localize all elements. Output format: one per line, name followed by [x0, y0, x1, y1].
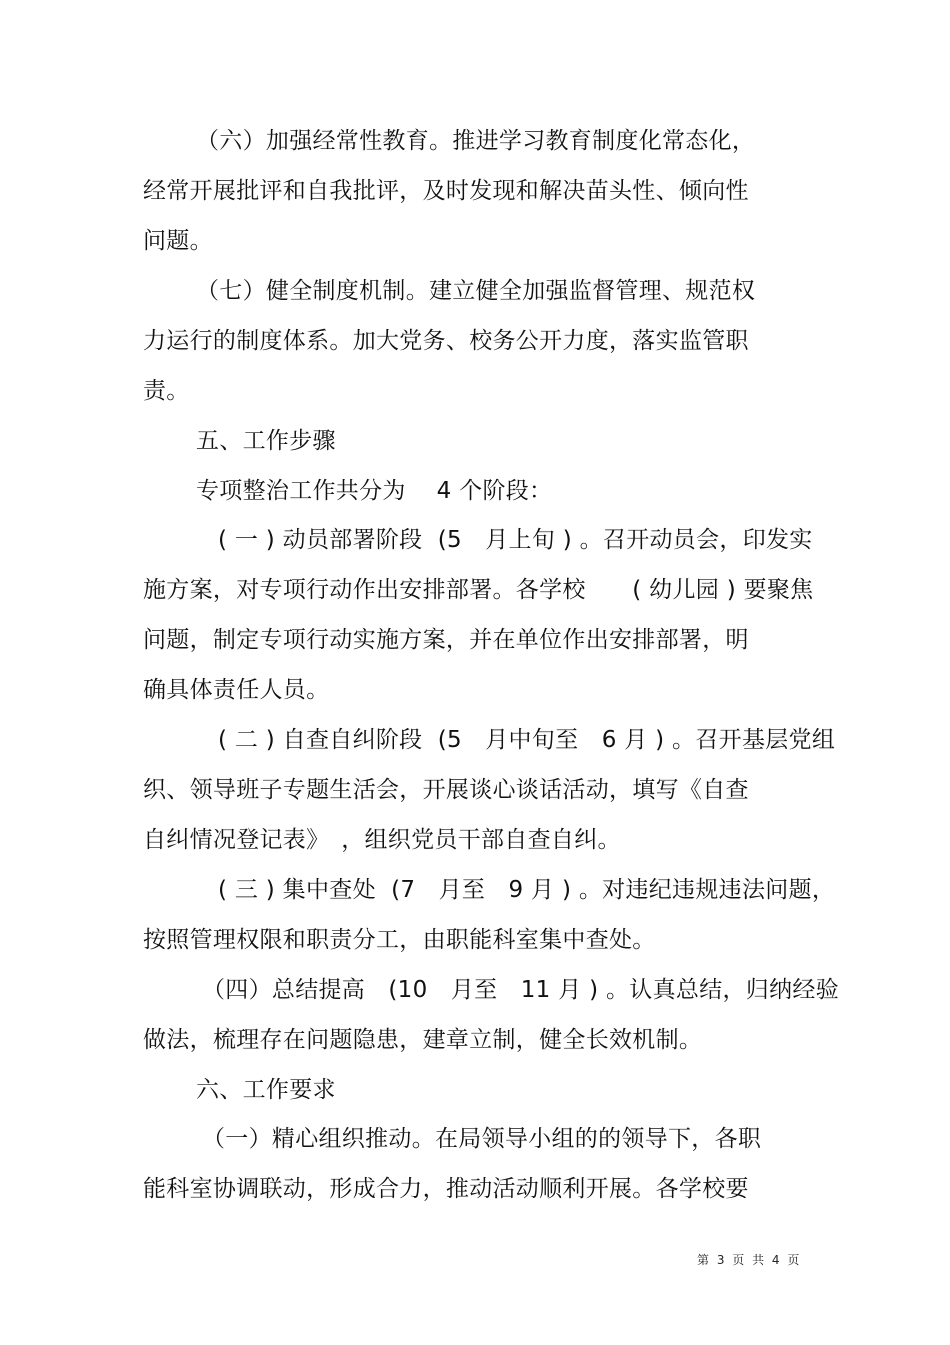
text-line: ( 三 ) 集中查处 (7 月至 9 月 ) 。对违纪违规违法问题， [218, 877, 836, 903]
text-line: 专项整治工作共分为 4 个阶段： [196, 478, 553, 504]
text-line: 按照管理权限和职责分工，由职能科室集中查处。 [143, 927, 656, 953]
text-line: 确具体责任人员。 [143, 677, 330, 703]
text-line: ( 一 ) 动员部署阶段 (5 月上旬 ) 。召开动员会，印发实 [218, 527, 813, 553]
text-line: ( 二 ) 自查自纠阶段 (5 月中旬至 6 月 ) 。召开基层党组 [218, 727, 836, 753]
text-line: （一）精心组织推动。在局领导小组的的领导下，各职 [202, 1126, 762, 1152]
section-heading: 六、工作要求 [196, 1077, 336, 1103]
text-line: 问题。 [143, 228, 213, 254]
text-line: 能科室协调联动，形成合力，推动活动顺利开展。各学校要 [143, 1176, 749, 1202]
text-line: 做法，梳理存在问题隐患，建章立制，健全长效机制。 [143, 1027, 703, 1053]
text-line: 施方案，对专项行动作出安排部署。各学校 ( 幼儿园 ) 要聚焦 [143, 577, 814, 603]
page-number: 第 3 页 共 4 页 [697, 1253, 802, 1267]
text-line: （七）健全制度机制。建立健全加强监督管理、规范权 [196, 278, 756, 304]
text-line: 问题，制定专项行动实施方案，并在单位作出安排部署，明 [143, 627, 749, 653]
text-line: （六）加强经常性教育。推进学习教育制度化常态化， [196, 128, 756, 154]
section-heading: 五、工作步骤 [196, 428, 336, 454]
text-line: 力运行的制度体系。加大党务、校务公开力度，落实监管职 [143, 328, 749, 354]
text-line: 责。 [143, 378, 190, 404]
text-line: 自纠情况登记表》 ，组织党员干部自查自纠。 [143, 827, 621, 853]
text-line: （四）总结提高 (10 月至 11 月 ) 。认真总结，归纳经验 [202, 977, 840, 1003]
text-line: 织、领导班子专题生活会，开展谈心谈话活动，填写《自查 [143, 777, 749, 803]
text-line: 经常开展批评和自我批评，及时发现和解决苗头性、倾向性 [143, 178, 749, 204]
